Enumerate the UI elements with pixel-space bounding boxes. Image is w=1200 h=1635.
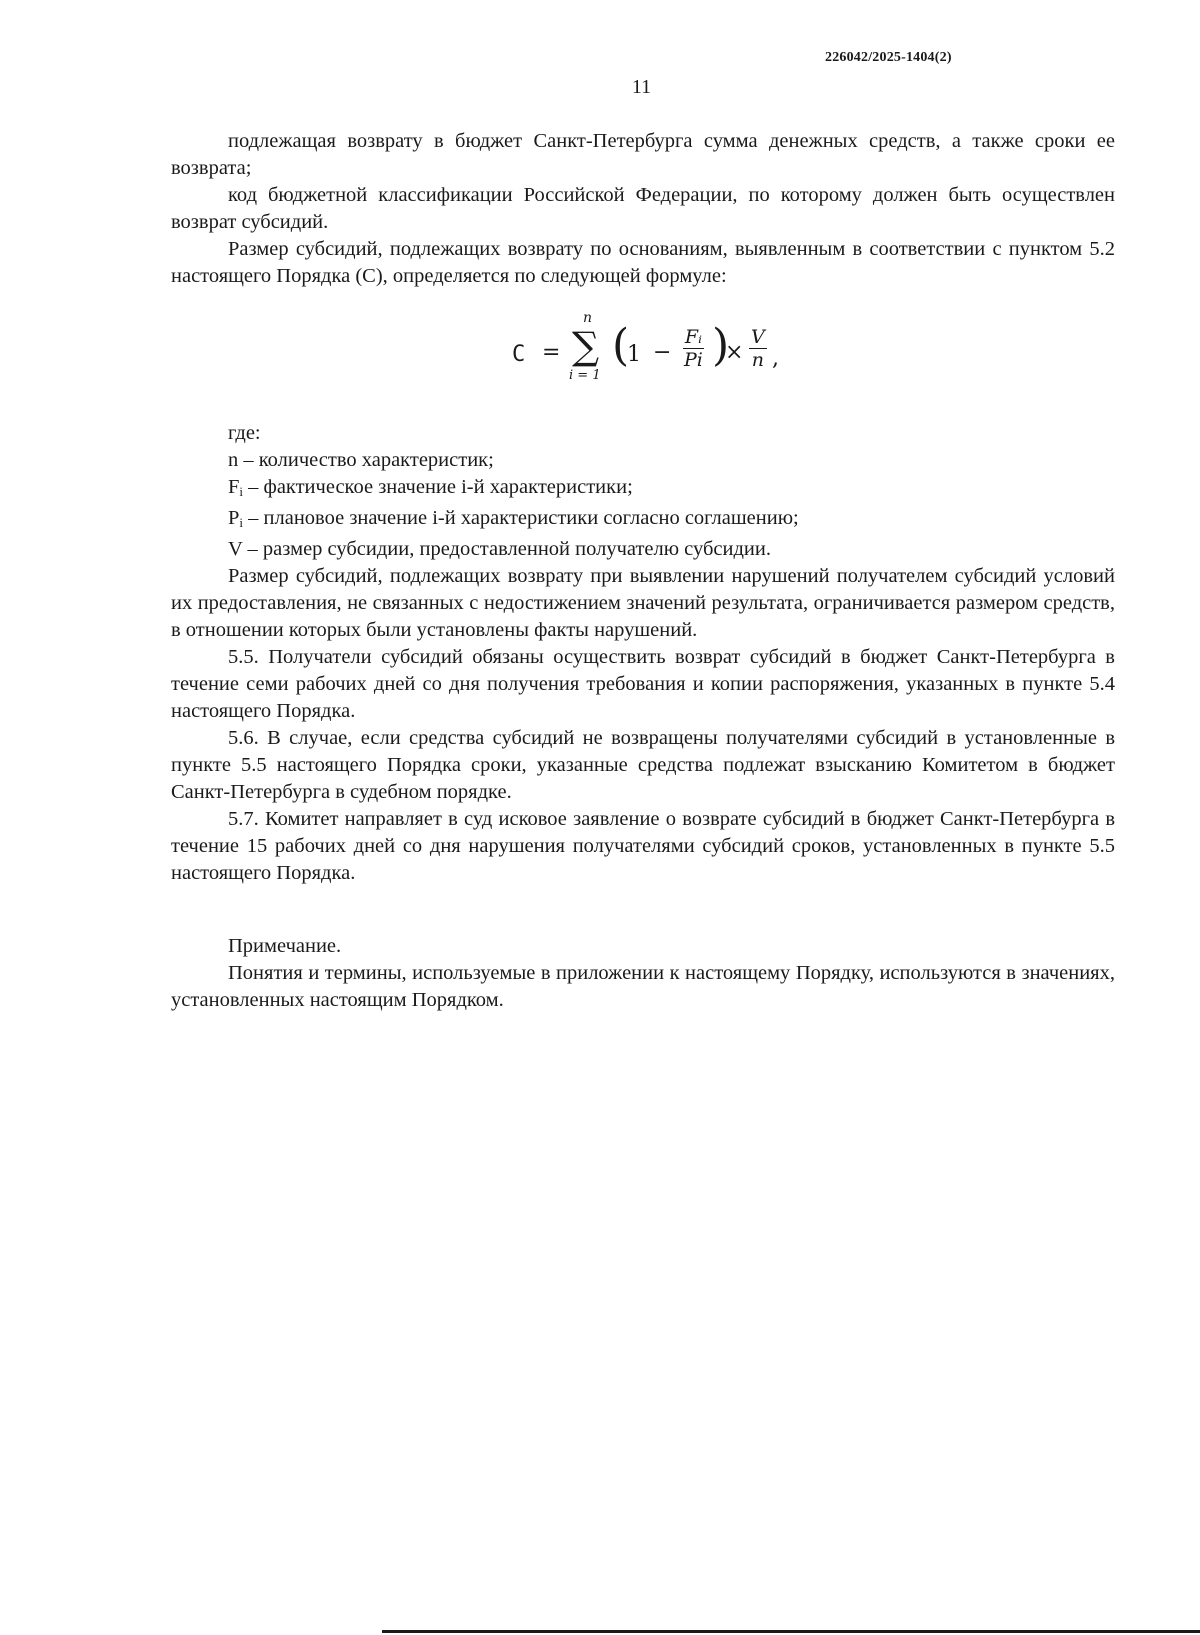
formula-minus: − [653, 340, 672, 365]
definition-p-text: – плановое значение i-й характеристики согласно соглашению; [243, 507, 799, 529]
paragraph-limit: Размер субсидий, подлежащих возврату при выявлении нарушений получателем субсидий условий их предоставления, не связанных с недостижением значений результата, ограничивается размером средств, в отношении которых были установлены факты нарушений. [171, 565, 1115, 641]
formula-fraction-f: Fᵢ [684, 326, 702, 348]
definition-p-index: i [239, 515, 244, 530]
text-block-notes [171, 933, 1115, 1014]
formula-sum-lower: i = 1 [569, 368, 601, 383]
paragraph-return-amount: подлежащая возврату в бюджет Санкт-Петербурга сумма денежных средств, а также сроки ее возврата; [171, 130, 1115, 179]
formula-fraction-p: Pi [684, 349, 703, 371]
paragraph-5-5: 5.5. Получатели субсидий обязаны осуществить возврат субсидий в бюджет Санкт-Петербурга в течение семи рабочих дней со дня получения требования и копии распоряжения, указанных в пункте 5.4 настоящего Порядка. [171, 646, 1115, 722]
definition-f-letter: F [228, 476, 240, 498]
page-number: 11 [631, 76, 652, 98]
text-block-top [171, 128, 1115, 290]
formula-one: 1 [627, 342, 641, 367]
definition-where: где: [228, 422, 261, 444]
formula-equals: = [542, 340, 561, 365]
definition-v: V – размер субсидии, предоставленной получателю субсидии. [228, 538, 771, 560]
text-block-definitions [171, 420, 1115, 887]
document-id: 226042/2025-1404(2) [825, 50, 952, 65]
formula-lhs: C [512, 342, 526, 367]
definition-n: n – количество характеристик; [228, 449, 494, 471]
definition-p-letter: P [228, 507, 240, 529]
formula-fraction-f-p [682, 326, 705, 371]
definition-f [171, 474, 1115, 505]
formula-paren-close: ) [712, 320, 730, 371]
notes-text: Понятия и термины, используемые в приложении к настоящему Порядку, используются в значениях, установленных настоящим Порядком. [171, 962, 1115, 1011]
definition-f-index: i [239, 484, 244, 499]
formula-comma: , [772, 346, 779, 371]
formula-times: × [725, 340, 744, 365]
paragraph-5-6: 5.6. В случае, если средства субсидий не возвращены получателями субсидий в установленные в пункте 5.5 настоящего Порядка сроки, указанные средства подлежат взысканию Комитетом в бюджет Санкт-Петербурга в судебном порядке. [171, 727, 1115, 803]
formula-fraction-n: n [751, 349, 764, 371]
formula-fraction-v: V [751, 326, 765, 348]
formula-sigma-icon: ∑ [572, 324, 600, 368]
paragraph-budget-code: код бюджетной классификации Российской Федерации, по которому должен быть осуществлен возврат субсидий. [171, 184, 1115, 233]
definition-p [171, 505, 1115, 536]
paragraph-formula-intro: Размер субсидий, подлежащих возврату по основаниям, выявленным в соответствии с пунктом 5.2 настоящего Порядка (С), определяется по следующей формуле: [171, 238, 1115, 287]
bottom-scan-edge [382, 1630, 1200, 1633]
definition-f-text: – фактическое значение i-й характеристики; [243, 476, 633, 498]
notes-title: Примечание. [228, 935, 342, 957]
formula-paren-open: ( [612, 320, 630, 371]
paragraph-5-7: 5.7. Комитет направляет в суд исковое заявление о возврате субсидий в бюджет Санкт-Петербурга в течение 15 рабочих дней со дня нарушения получателями субсидий сроков, установленных в пункте 5.5 настоящего Порядка. [171, 808, 1115, 884]
formula-sum-upper: n [583, 310, 593, 326]
formula-fraction-v-n [749, 326, 767, 371]
